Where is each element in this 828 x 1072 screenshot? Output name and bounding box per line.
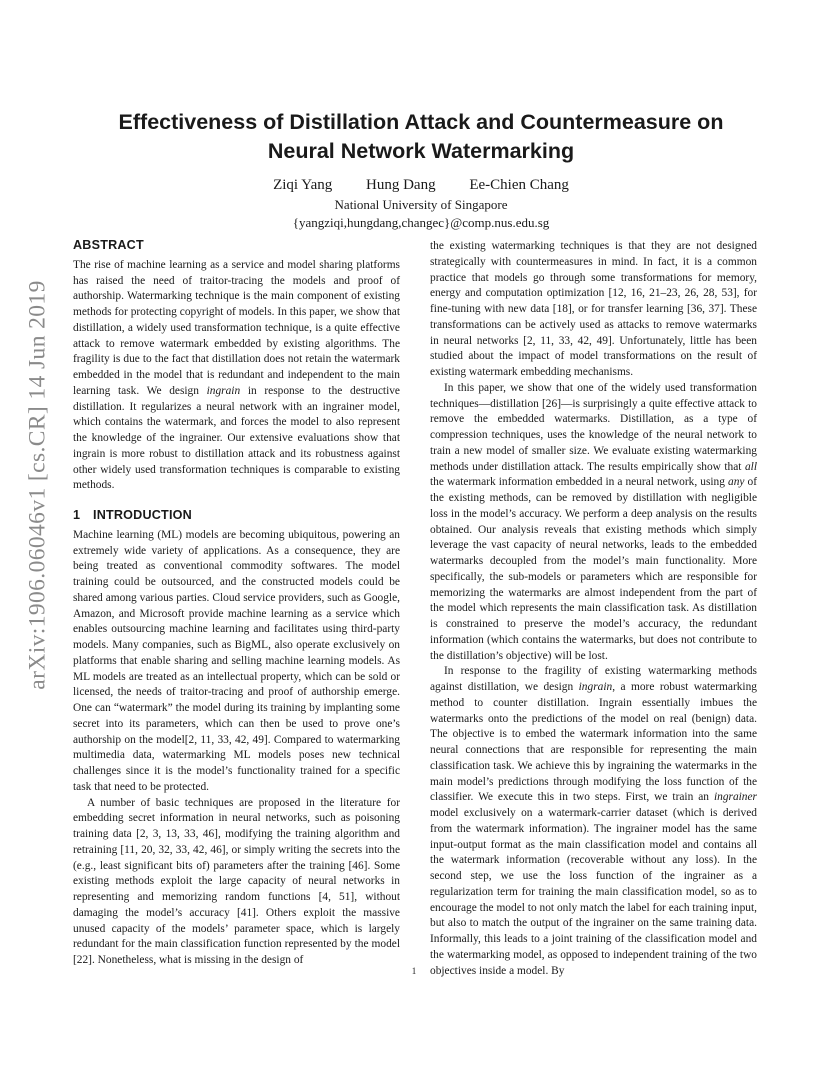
intro-paragraph-3: the existing watermarking techniques is that they are not designed strategically with countermeasures in mind. In fact, it is a common practice that models go through some transformations for memory, energy and computation optimization [12, 16, 21–23, 26, 28, 53], for fine-tuning with new data [18], or for transfer learning [36, 37]. These transformations can be actively used as attacks to remove watermarks in neural networks [2, 11, 33, 42, 49]. Unfortunately, little has been studied about the impact of model transformations on the result of existing watermark embedding mechanisms. [430, 240, 757, 378]
introduction-heading [73, 508, 400, 524]
title-line-1: Effectiveness of Distillation Attack and Countermeasure on [118, 110, 724, 134]
paper-title [70, 108, 772, 166]
paragraph-emphasis: any [728, 476, 745, 489]
title-line-2: Neural Network Watermarking [267, 139, 575, 163]
intro-paragraph-5 [430, 664, 757, 979]
abstract-emphasis: ingrain [206, 384, 241, 397]
abstract-text-part: in response to the destructive distillation. It regularizes a neural network with an ingrainer model, which contains the watermark, and forces the model to also represent the knowledge of the ingrainer. Our extensive evaluations show that ingrain is more robust to distillation attack and its robustness against other widely used transformation techniques is comparable to existing methods. [73, 384, 400, 492]
right-column [430, 239, 757, 979]
author-name: Hung Dang [366, 177, 436, 193]
affiliation-block [70, 196, 772, 232]
arxiv-identifier-text: arXiv:1906.06046v1 [cs.CR] 14 Jun 2019 [24, 280, 51, 690]
intro-paragraph-2: A number of basic techniques are proposed in the literature for embedding secret information in neural networks, such as poisoning training data [2, 3, 13, 33, 46], modifying the training algorithm and retraining [11, 20, 32, 33, 42, 46], or simply writing the secrets into the (e.g., least significant bits of) parameters after the training [46]. Some existing methods exploit the large capacity of neural networks in representing and memorizing random functions [4, 51], without damaging the model’s accuracy [41]. Others exploit the massive unused capacity of the models’ parameter space, which is largely redundant for the main classification function represented by the model [22]. Nonetheless, what is missing in the design of [73, 796, 400, 966]
section-number: 1 [73, 508, 81, 522]
paragraph-text-part: the watermark information embedded in a neural network, using [430, 476, 728, 489]
paragraph-emphasis: ingrain [578, 681, 613, 693]
paragraph-emphasis: ingrainer [713, 791, 757, 804]
paragraph-text-part: , a more robust watermarking method to counter distillation. Ingrain essentially imbues the watermarks onto the predictions of the model on real (benign) data. The objective is to embed the watermark information into the same neural connections that are responsible for representing the main classification task. We achieve this by ingraining the watermarks in the main model’s predictions through modifying the loss function of the classifier. We execute this in two steps. First, we train an [430, 681, 757, 804]
section-title: INTRODUCTION [93, 508, 192, 522]
abstract-heading: ABSTRACT [73, 238, 144, 252]
paragraph-emphasis: all [744, 460, 757, 473]
author-email: {yangziqi,hungdang,changec}@comp.nus.edu.sg [292, 215, 550, 230]
author-name: Ee-Chien Chang [469, 177, 569, 193]
paragraph-text-part: of the existing methods, can be removed by distillation with negligible loss in the model’s accuracy. We perform a deep analysis on the results obtained. Our analysis reveals that existing methods which simply leverage the vast capacity of neural networks, leads to the embedded watermarks decoupled from the model’s main functionality. More specifically, the sub-models or parameters which are responsible for memorizing the watermarks are almost independent from the part of the model which represents the main classification task. As distillation is constrained to preserve the model’s accuracy, the redundant information (which contains the watermarks, but does not contribute to the distillation’s objective) will be lost. [430, 476, 758, 662]
intro-paragraph-1: Machine learning (ML) models are becoming ubiquitous, powering an extremely wide variety of applications. As a consequence, they are being treated as conventional commodity softwares. The model training could be outsourced, and the constructed models could be shared among various parties. Cloud service providers, such as Google, Amazon, and Microsoft provide machine learning as a service which enables outsourcing machine learning and facilitates using third-party models. Many companies, such as BigML, also operate exclusively on platforms that enable sharing and selling machine learning models. As ML models are treated as an intellectual property, which can be sold or licensed, the needs of traitor-tracing and proof of authorship emerge. One can “watermark” the model during its training by implanting some secret into its parameters, which can then be used to prove one’s authorship on the model[2, 11, 33, 42, 49]. Compared to watermarking multimedia data, watermarking ML models poses new technical challenges since it is the model’s functionality trained for a specific task that need to be protected. [73, 528, 400, 793]
author-list [70, 177, 772, 194]
page-number: 1 [411, 966, 417, 976]
paragraph-text-part: In this paper, we show that one of the widely used transformation techniques—distillation [26]—is surprisingly a quite effective attack to remove the embedded watermarks. Distillation, as a type of compression techniques, uses the knowledge of the neural network to train a new model of smaller size. We evaluate existing watermarking methods under distillation attack. The results empirically show that [430, 381, 757, 473]
arxiv-identifier [18, 280, 58, 690]
paragraph-text-part: model exclusively on a watermark-carrier dataset (which is derived from the watermark information). The ingrainer model has the same input-output format as the main classification model and contains all the watermark information (recoverable without any loss). In the second step, we use the loss function of the ingrainer as a regularization term for training the main classification model, so as to encourage the model to not only match the label for each training input, but also to match the output of the ingrainer on the same training data. Informally, this leads to a joint training of the classification model and the watermarking model, as opposed to independent training of the two objectives inside a model. By [430, 807, 757, 977]
abstract-text-part: The rise of machine learning as a service and model sharing platforms has raised the need of traitor-tracing the models and proof of authorship. Watermarking technique is the main component of existing methods for protecting copyright of models. In this paper, we show that distillation, a widely used transformation technique, is a quite effective attack to remove watermark embedded by existing algorithms. The fragility is due to the fact that distillation does not retain the watermark embedded in the model that is redundant and independent to the main learning task. We design [73, 258, 400, 397]
intro-paragraph-4 [430, 381, 757, 665]
author-name: Ziqi Yang [273, 177, 333, 193]
affiliation: National University of Singapore [334, 197, 508, 212]
left-column [73, 238, 400, 969]
paragraph-text-part: In response to the fragility of existing watermarking methods against distillation, we design [430, 665, 757, 693]
abstract-text [73, 258, 400, 494]
